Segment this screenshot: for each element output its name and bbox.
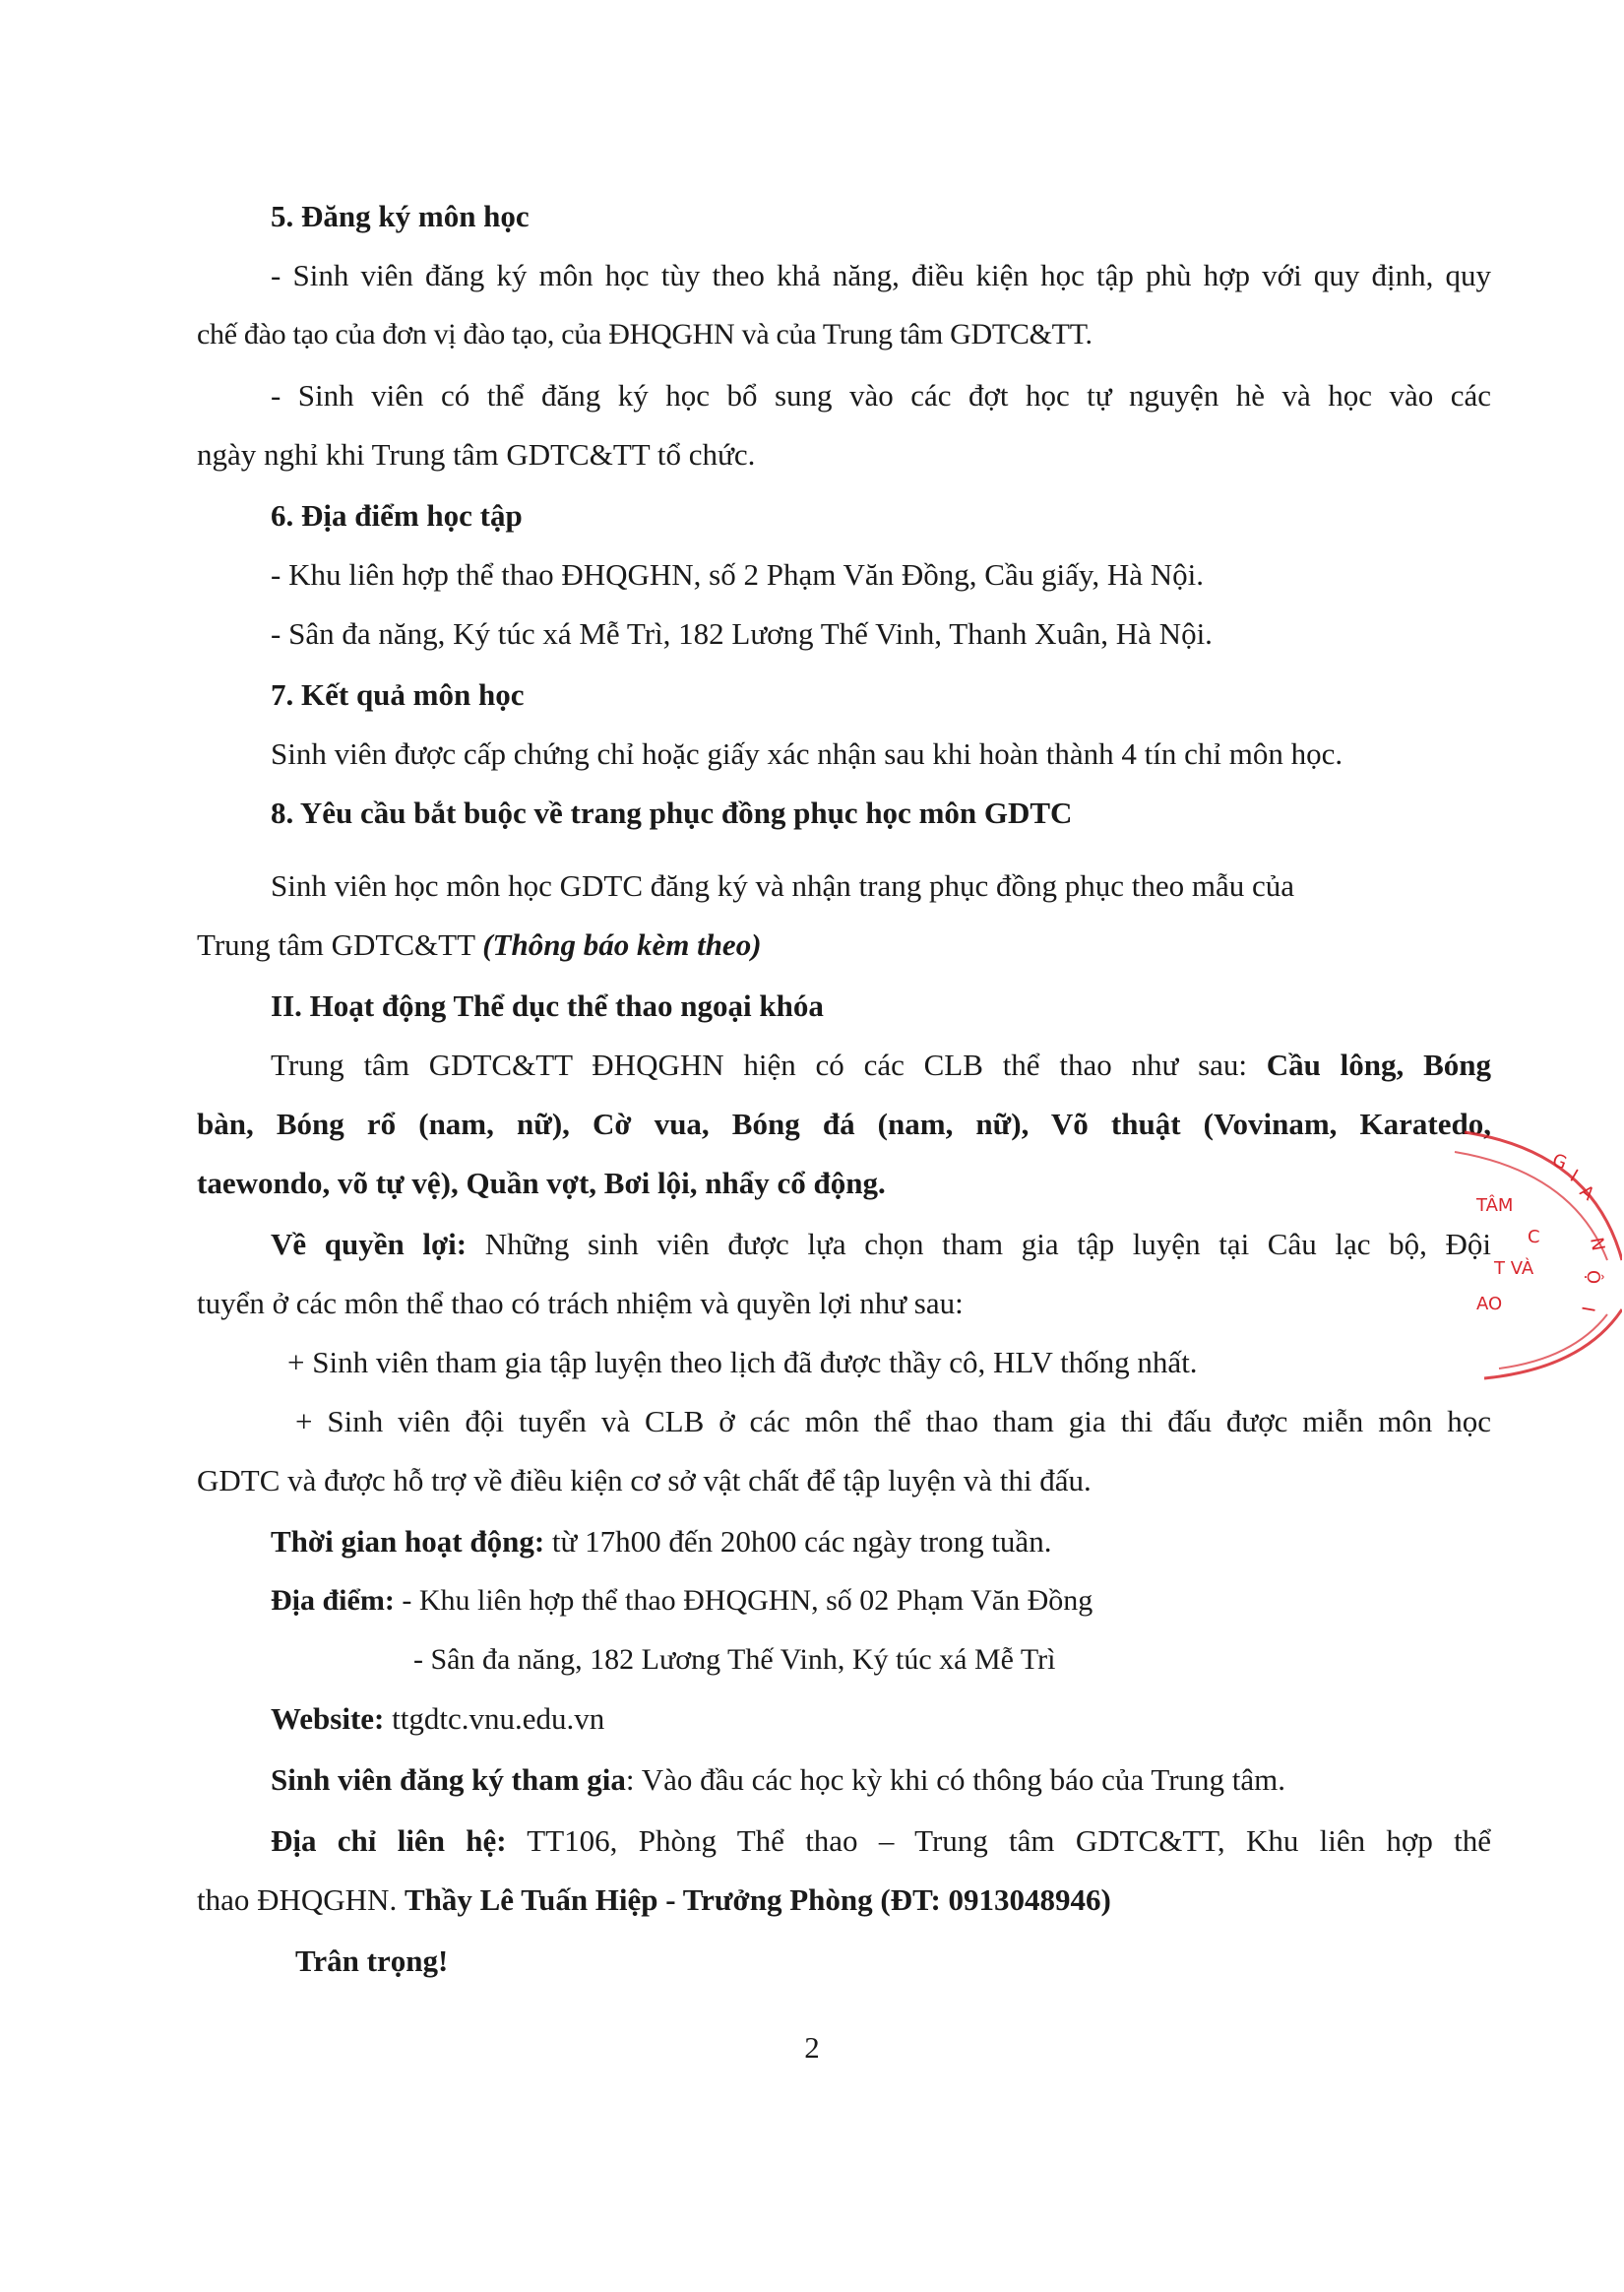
clubs-list-part-3: taewondo, võ tự vệ), Quần vợt, Bơi lội, nhẩy cổ động. [197,1166,886,1200]
clubs-list-part-2: bàn, Bóng rổ (nam, nữ), Cờ vua, Bóng đá (nam, nữ), Võ thuật (Vovinam, Karatedo, [197,1107,1491,1141]
section-5-paragraph-2-line-2: ngày nghỉ khi Trung tâm GDTC&TT tổ chức. [197,437,756,472]
rights-line-1 [271,1225,1491,1264]
svg-text:I: I [1566,1166,1582,1186]
website-line [271,1699,604,1739]
benefit-bullet-2-line-2: GDTC và được hỗ trợ về điều kiện cơ sở vật chất để tập luyện và thi đấu. [197,1463,1092,1497]
official-seal-stamp [1425,1122,1622,1398]
section-8-heading: 8. Yêu cầu bắt buộc về trang phục đồng phục học môn GDTC [271,796,1073,830]
section-7-line-1: Sinh viên được cấp chứng chỉ hoặc giấy xác nhận sau khi hoàn thành 4 tín chỉ môn học. [271,736,1343,771]
section-8-line-2-text: Trung tâm GDTC&TT [197,927,483,962]
svg-text:G: G [1549,1149,1570,1175]
svg-text:AO: AO [1476,1294,1503,1314]
page-number: 2 [804,2030,820,2065]
section-6-line-2: - Sân đa năng, Ký túc xá Mễ Trì, 182 Lương Thế Vinh, Thanh Xuân, Hà Nội. [271,616,1213,651]
contact-line-2 [197,1880,1111,1920]
section-5-heading: 5. Đăng ký môn học [271,199,530,233]
section-6-heading: 6. Địa điểm học tập [271,498,523,533]
activity-place-label: Địa điểm: [271,1584,395,1617]
activity-time-value: từ 17h00 đến 20h00 các ngày trong tuần. [544,1524,1052,1559]
section-8-line-1: Sinh viên học môn học GDTC đăng ký và nhận trang phục đồng phục theo mẫu của [271,868,1294,903]
svg-text:C: C [1528,1227,1540,1247]
clubs-intro-line-1 [271,1046,1491,1085]
website-value: ttgdtc.vnu.edu.vn [384,1701,605,1736]
section-6-line-1: - Khu liên hợp thể thao ĐHQGHN, số 2 Phạm Văn Đồng, Cầu giấy, Hà Nội. [271,557,1204,592]
activity-time [271,1522,1051,1561]
svg-text:N: N [1586,1236,1609,1253]
registration-value: : Vào đầu các học kỳ khi có thông báo của Trung tâm. [625,1762,1286,1797]
section-7-heading: 7. Kết quả môn học [271,677,525,712]
rights-text-1: Những sinh viên được lựa chọn tham gia tập luyện tại Câu lạc bộ, Đội [467,1227,1491,1261]
svg-text:Ộ: Ộ [1583,1270,1603,1285]
contact-value-1: TT106, Phòng Thể thao – Trung tâm GDTC&TT, Khu liên hợp thể [506,1823,1491,1858]
section-8-line-2 [197,925,762,965]
benefit-bullet-2-line-1: + Sinh viên đội tuyển và CLB ở các môn thể thao tham gia thi đấu được miễn môn học [295,1404,1491,1438]
part-2-heading: II. Hoạt động Thể dục thể thao ngoại khóa [271,988,824,1023]
activity-place-line-2: - Sân đa năng, 182 Lương Thế Vinh, Ký túc xá Mễ Trì [413,1643,1056,1676]
svg-text:TÂM: TÂM [1476,1195,1514,1216]
activity-time-label: Thời gian hoạt động: [271,1524,545,1559]
clubs-intro-text: Trung tâm GDTC&TT ĐHQGHN hiện có các CLB thể thao như sau: [271,1048,1267,1082]
section-8-notice-reference: (Thông báo kèm theo) [482,927,762,962]
svg-text:I: I [1577,1305,1598,1314]
svg-text:T VÀ: T VÀ [1494,1258,1534,1279]
rights-label: Về quyền lợi: [271,1227,468,1261]
registration-line [271,1760,1285,1800]
contact-person: Thầy Lê Tuấn Hiệp - Trưởng Phòng (ĐT: 0913048946) [404,1882,1111,1917]
section-5-paragraph-1-line-1: - Sinh viên đăng ký môn học tùy theo khả năng, điều kiện học tập phù hợp với quy định, quy [271,258,1491,292]
contact-value-2: thao ĐHQGHN. [197,1882,405,1917]
contact-label: Địa chỉ liên hệ: [271,1823,507,1858]
svg-text:A: A [1575,1180,1598,1205]
registration-label: Sinh viên đăng ký tham gia [271,1762,626,1797]
clubs-list-part-1: Cầu lông, Bóng [1266,1048,1491,1082]
activity-place-line-1 [271,1581,1093,1621]
rights-line-2: tuyển ở các môn thể thao có trách nhiệm và quyền lợi như sau: [197,1286,964,1320]
closing-greeting: Trân trọng! [295,1943,449,1978]
website-label: Website: [271,1701,385,1736]
benefit-bullet-1: + Sinh viên tham gia tập luyện theo lịch đã được thầy cô, HLV thống nhất. [287,1345,1198,1379]
section-5-paragraph-2-line-1: - Sinh viên có thể đăng ký học bổ sung vào các đợt học tự nguyện hè và học vào các [271,378,1491,413]
contact-line-1 [271,1821,1491,1861]
section-5-paragraph-1-line-2: chế đào tạo của đơn vị đào tạo, của ĐHQGHN và của Trung tâm GDTC&TT. [197,318,1093,350]
activity-place-value-1: - Khu liên hợp thể thao ĐHQGHN, số 02 Phạm Văn Đồng [394,1584,1093,1617]
